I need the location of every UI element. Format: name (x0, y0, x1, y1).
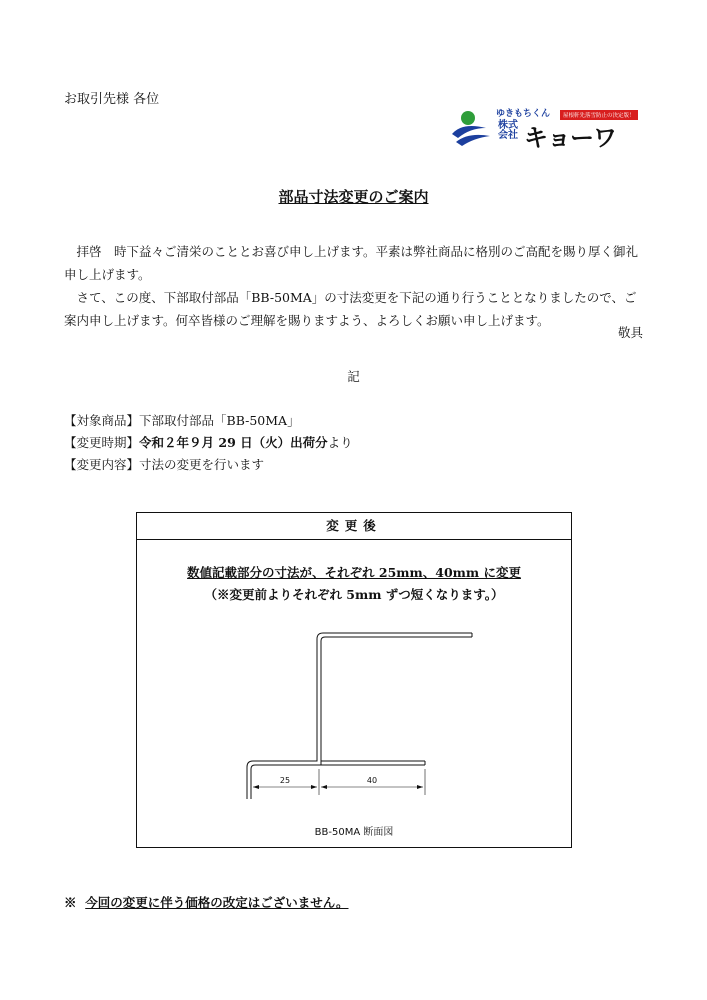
note-mark: ※ (64, 895, 77, 910)
note-text: 今回の変更に伴う価格の改定はございません。 (85, 895, 349, 910)
timing-suffix: より (327, 435, 353, 450)
item-target (64, 410, 353, 432)
logo-kabushiki: 株式会社 (498, 120, 518, 141)
profile-inner-line (251, 637, 472, 799)
dim-label-left: 25 (279, 776, 291, 785)
logo-tagline: ゆきもちくん (496, 109, 551, 119)
company-logo (450, 104, 644, 152)
logo-company-name: キョーワ (524, 124, 616, 152)
ki-heading: 記 (347, 369, 360, 384)
change-description: 数値記載部分の寸法が、それぞれ 25mm、40mm に変更 (187, 565, 521, 580)
content-value: 寸法の変更を行います (139, 457, 265, 472)
item-list (64, 410, 353, 476)
body-text (64, 240, 648, 332)
addressee: お取引先様 各位 (64, 92, 160, 107)
logo-slogan: 屋根軒先落雪防止の決定版！ (560, 110, 638, 120)
change-box (136, 512, 572, 848)
price-note (64, 893, 349, 911)
logo-swirl-icon (450, 108, 494, 148)
item-content (64, 454, 353, 476)
target-label: 【対象商品】 (64, 413, 140, 428)
content-label: 【変更内容】 (64, 457, 140, 472)
cross-section-diagram (237, 623, 537, 823)
profile-bottom-flange (321, 761, 425, 765)
timing-value: 令和２年９月 29 日（火）出荷分 (139, 435, 328, 450)
page-title: 部品寸法変更のご案内 (278, 188, 429, 206)
diagram-caption: BB-50MA 断面図 (314, 827, 394, 838)
timing-label: 【変更時期】 (64, 435, 140, 450)
dim-label-right: 40 (366, 776, 378, 785)
profile-outer-line (247, 633, 472, 799)
closing-keigu: 敬具 (617, 325, 643, 340)
change-note: （※変更前よりそれぞれ 5mm ずつ短くなります。） (204, 587, 504, 602)
change-box-heading: 変更後 (137, 513, 571, 540)
item-timing (64, 432, 353, 454)
target-value: 下部取付部品「BB-50MA」 (139, 413, 300, 428)
announcement-paragraph: さて、この度、下部取付部品「BB-50MA」の寸法変更を下記の通り行うこととなりましたので、ご案内申し上げます。何卒皆様のご理解を賜りますよう、よろしくお願い申し上げます。 (64, 290, 637, 328)
greeting-paragraph: 拝啓 時下益々ご清栄のこととお喜び申し上げます。平素は弊社商品に格別のご高配を賜り厚く御礼申し上げます。 (64, 244, 639, 282)
